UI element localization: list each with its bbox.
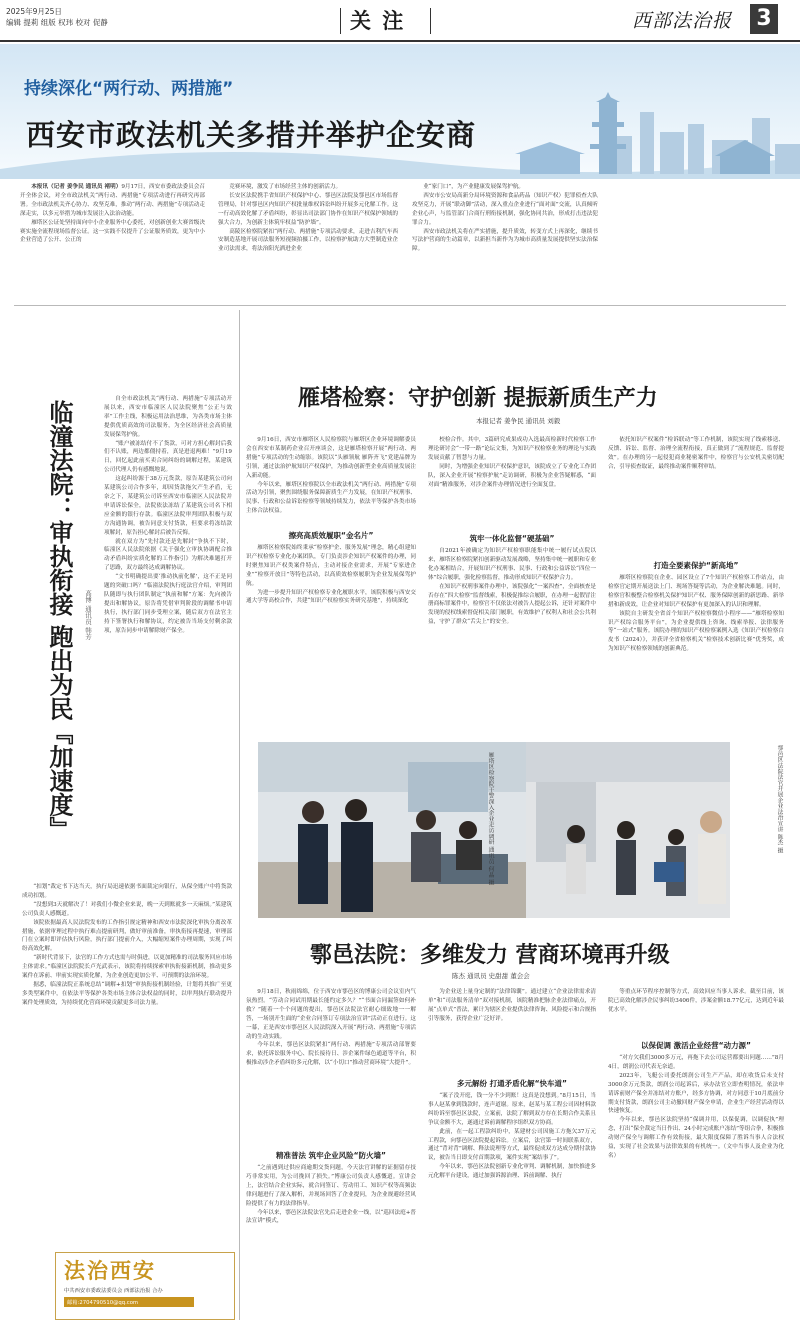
- brand-title: 法治西安: [64, 1258, 156, 1283]
- huyi-subhead-3: 以保促调 激活企业经营“动力源”: [641, 1041, 751, 1050]
- lead-column-1: [20, 183, 205, 300]
- lead-paragraph: 9月17日，西安市委政法委员会召开全体会议，对全市政法机关“两行动、两措施”专项活动进行再研究再部署。全市政法机关齐心协力、攻坚克难，推动“两行动、两措施”专项活动走深走实，以多元举措为城市发展注入法治动能。: [20, 184, 205, 217]
- lead-paragraph: 高陵区检察院紧扣“两行动、两措施”专项活动要求，走进吉利汽车西安制造基地开展司法服务短视频拍摄工作，以检察护航助力大型制造业企业司法需求，将法治阳光洒进企业: [218, 228, 398, 253]
- yanta-paragraph: 雁塔区检察院始终秉承“检察护企、服务发展”理念，精心组建知识产权检察专业化办案团队，专门负责涉企知识产权案件的办理，同时聚焦知识产权类案件特点，主动对接企业需求，开展“专家进企业”“检察开放日”等特色活动，以高质效检察履职为企业发展保驾护航。: [246, 545, 416, 587]
- lintong-headline-main: 临潼法院：审执衔接 跑出为民: [45, 400, 74, 721]
- lintong-column-top: [104, 395, 232, 880]
- yanta-subhead-2: 筑牢一体化监督“硬基础”: [469, 534, 555, 543]
- page-number: 3: [750, 4, 778, 34]
- city-skyline-illustration: [0, 44, 800, 179]
- banner-headline: 西安市政法机关多措并举护企安商: [26, 118, 477, 152]
- yanta-column-3: [608, 436, 784, 544]
- huyi-paragraph: 今年以来，鄠邑区法院创新专业化审判、调解机制，加快推进多元化解平台建设，通过加强诉源治理、诉前调解、执行: [428, 1164, 596, 1180]
- lintong-paragraph: “账户被冻结付不了货款，可对方担心解封后我们不认账，两边都僵持着，真是进退两难！”9月19日，回忆起此前买卖合同纠纷的调解过程，某建筑公司代理人仍有感慨地说。: [104, 440, 232, 474]
- yanta-column-3b: [608, 574, 784, 734]
- lintong-paragraph: “扣划”裁定书下达当天，执行局迅速依据书面裁定向银行，从保全账户中将货款成功扣划。: [22, 884, 232, 899]
- huyi-paragraph: 9月18日，秋雨绵绵，位于西安市鄠邑区的博康公司会议室内气氛热烈。“劳动合同试用期最长能约定多久？”“书面合同漏签如何补救？”随着一个个问题的提出，鄠邑区法院法官耐心细致地一一解答，一场别开生面的“企业合同签订专项法治宣讲”活动正在进行。这一幕，正是西安市鄠邑区人民法院深入开展“两行动、两措施”专项活动的生动实践。: [246, 989, 416, 1040]
- lecture-scene-illustration: [526, 742, 730, 918]
- huyi-column-3b: [608, 1054, 784, 1324]
- yanta-paragraph: 同时，为增强企业知识产权保护意识，该院成立了专业化工作团队，深入企业开展“检察护航”走访调研，积极为企业答疑解惑，“面对面”精准服务，对涉企案件办理情况进行全面复盘。: [428, 463, 596, 488]
- lead-bottom-rule: [14, 305, 786, 306]
- lead-paragraph: 西安市公安局高新分局环境资源和食品药品（知识产权）犯罪侦查大队攻坚克力，开展“联动御”活动，深入重点企业进行“面对面”交流，认真倾听企业心声，与监管部门合商行刑衔接机制，强化协同共治，形成打击违法犯罪合力。: [412, 192, 598, 226]
- huyi-paragraph: 等重点环节程序控制等方式，高效回应当事人诉求。截至目前，该院已高效化解涉企民事纠纷3406件，涉案金额18.77亿元，达到近年最优水平。: [608, 989, 784, 1013]
- huyi-paragraph: “案子没开庭，钱一分不少到账！这真是没想到。”8月15日，当事人赵某拿到钱款时，连声道谢。原来，赵某与某工程公司因材料款纠纷诉至鄠邑区法院，立案前，法院了解到双方存在长期合作关系且争议金额不大，遂通过诉前调解程序组织双方协商。: [428, 1093, 596, 1126]
- yanta-subhead-3: 打造全要素保护“新高地”: [653, 561, 739, 570]
- huyi-subhead-1: 精准普法 筑牢企业风险“防火墙”: [276, 1151, 386, 1160]
- lintong-column-bottom: [22, 883, 232, 1241]
- yanta-paragraph: 在知识产权刑事案件办理中，该院强化“一案四查”，全面核查是否存在“四大检察”监督线索，积极促推综合履职，在办理一起假冒注册商标罪案件中，检察官不仅依法对被告人提起公诉，还针对案件中发现的侵权线索督促相关部门履职，有效维护了权利人和社会公共利益，守护了群众“舌尖上”的安全。: [428, 583, 596, 626]
- section-name: 关 注: [350, 9, 406, 33]
- huyi-headline: 鄠邑法院：多维发力 营商环境再升级: [310, 942, 670, 968]
- yanta-paragraph: 今年以来，雁塔区检察院以全市政法机关“两行动、两措施”专项活动为引领，聚焦围绕服务保障新质生产力发展，在知识产权刑事、民事、行政和公益诉讼检察等领域持续发力，依法平等保护各类市场主体合法权益。: [246, 481, 416, 515]
- lintong-paragraph: 就在双方为“先付款还是先解封”争执不下时，临潼区人民法院依据《关于强化立审执协调配合推动矛盾纠纷实质化解的工作指引》为解决难题打开了思路，双方最终达成调解协议。: [104, 538, 232, 572]
- huyi-paragraph: “之前遇到过供应商逾期交货问题，今天法官讲解的证据留存技巧非常实用，为公司挽回了损失。”博康公司负责人感慨道。宣讲会上，法官结合企业实际，就合同签订、劳动用工、知识产权等高频法律问题进行了深入解析，并现场回答了企业提问，为企业规避经营风险提供了有力的法律指导。: [246, 1165, 416, 1207]
- yanta-headline: 雁塔检察：守护创新 提振新质生产力: [298, 385, 658, 411]
- photo-huyi-lecture: [526, 742, 730, 918]
- brand-box: [55, 1252, 235, 1320]
- yanta-column-1b: [246, 544, 416, 734]
- huyi-paragraph: 此前，在一起工程款纠纷中，某建材公司因施工方拖欠37万元工程款，向鄠邑区法院提起诉讼。立案后，法官第一时间联系双方，通过“背对背”调解、释法说理等方式，最终促成双方达成分期付款协议，被告当日即支付首期款项，案件实现“案结事了”。: [428, 1128, 596, 1162]
- lintong-headline-quote: 『加速度』: [45, 720, 74, 841]
- masthead-rule: [0, 40, 800, 42]
- huyi-column-1b: [246, 1164, 416, 1324]
- lintong-paragraph: “没想到3天就解决了！对我们小微企业来说，晚一天到账就多一天麻烦。”某建筑公司负责人感慨道。: [22, 901, 232, 917]
- huyi-column-2b: [428, 1092, 596, 1324]
- yanta-subhead-1: 擦亮高质效履职“金名片”: [288, 531, 374, 540]
- section-left-rule: [340, 8, 341, 34]
- photo-caption-right: 鄠邑区法院法官开展企业法治宣讲 陈杰 摄: [776, 745, 782, 854]
- yanta-column-2: [428, 436, 596, 528]
- huyi-column-2: [428, 988, 596, 1068]
- lintong-paragraph: “文书明确提出要‘推动执前化解’，这不正是问题的突破口吗？”临潼法院执行庭法官介绍，审判团队随即与执行团队制定“执前和解”方案：先向被告提出和解协议，原告将凭借审判阶段的调解书申请执行，执行部门同步受理立案，随后双方在法官主持下签署执行和解协议，约定被告当场支付剩余款项，原告同步申请解除财产保全。: [104, 574, 232, 634]
- lead-paragraph: 雁塔区公证处坚持面向中小企业服务中心委托，对创新创业大赛省级决赛实施全流程现场监督公证。这一实践不仅提升了公证服务质效，更为中小企业营造了公开、公正的: [20, 219, 205, 244]
- lead-column-2: [218, 183, 398, 300]
- lintong-paragraph: 自全市政法机关“两行动、两措施”专项活动开展以来，西安市临潼区人民法院聚焦“公正与效率”工作主线，积极运用法治思维，为各类市场主体提供优质高效的司法服务，为全区经济社会高质量发展保驾护航。: [104, 396, 232, 438]
- lintong-paragraph: 这起纠纷源于38万元货款，原告某建筑公司向某建筑公司合作多年，却因货款拖欠产生矛盾，无奈之下，某建筑公司诉至西安市临潼区人民法院并申请诉讼保全，法院依法冻结了某建筑公司名下相应金额的银行存款。临潼区法院审判团队积极与双方沟通协调，被告同意支付货款，但要求将冻结款项解封，原告担心解封后被告反悔。: [104, 476, 232, 536]
- yanta-paragraph: 校检合作。其中，3篇研究成果成功入选最高检新时代检察工作理论研讨会“一带一路”论坛文集，为知识产权检察业务的理论与实践发展贡献了智慧与力量。: [428, 437, 596, 461]
- yanta-paragraph: 为进一步提升知识产权检察专业化履职水平，该院积极与西安交通大学等高校合作，共建“知识产权检察实务研究基地”，持续深化: [246, 589, 416, 605]
- lintong-paragraph: 据悉，临潼法院正系统总结“调解+扣划”审执衔接机制经验，计划将其推广至更多类型案件中，在依法平等保护各类市场主体合法权益的同时，以审判执行联动提升案件处理质效，为持续优化营商环境贡献更多司法力量。: [22, 981, 232, 1006]
- yanta-paragraph: 该院自主研发全省首个知识产权检察微信小程序——“雁塔检察知识产权综合服务平台”，为企业提供线上咨询、线索举报、法律服务等“一站式”服务。该院办理的知识产权检察案例入选《知识产权检察白皮书（2024）》，并获评全省检察机关“检察技术创新比赛”优秀奖，成为知识产权检察领域的创新典范。: [608, 610, 784, 653]
- banner-kicker: 持续深化“两行动、两措施”: [24, 79, 234, 99]
- brand-email: 邮箱:2704790510@qq.com: [64, 1297, 194, 1307]
- lintong-paragraph: “新时代背景下，法官的工作方式也需与时俱进，以更加精准的司法服务回应市场主体需求。”临潼区法院院长卢光武表示，该院将持续探索审执衔接新机制，推动更多案件在诉前、审前实现实质化解，为企业创造更加公平、可预期的法治环境。: [22, 955, 232, 980]
- yanta-column-2b: [428, 547, 596, 734]
- lead-column-3: [412, 183, 598, 300]
- lintong-paragraph: 该院依据最高人民法院发布的工作指引规定精神和西安市法院深化审执分离改革措施，依据审理过程中执行难点提前研判，做好审前准备，审执衔接再提速，审理部门在立案时即评估执行风险，执行部门提前介入，大幅缩短案件办理周期，实现了纠纷高效化解。: [22, 919, 232, 953]
- photo-caption-left: 雁塔区检察院干警深入企业走访调研 通讯员 何晶 摄: [487, 752, 493, 886]
- lintong-headline: [42, 400, 72, 840]
- yanta-column-1: [246, 436, 416, 528]
- section-right-rule: [430, 8, 431, 34]
- lead-paragraph: 西安市政法机关将在严实措施，提升质效，转变方式上再深化，继续书写法护营商的生动篇章，以新担当新作为为城市高质量发展提供坚实法治保障。: [412, 228, 598, 253]
- huyi-paragraph: “对方欠我们3000多万元，再拖下去公司运营都要出问题……”8月4日，朗润公司代表无奈道。: [608, 1055, 784, 1070]
- lead-paragraph: 竞赛环境，激发了市场经营主体的创新活力。: [229, 184, 342, 190]
- huyi-subhead-2: 多元解纷 打通矛盾化解“快车道”: [457, 1079, 567, 1088]
- lead-paragraph: 业“家门口”，为产业健康发展保驾护航。: [423, 184, 525, 190]
- huyi-paragraph: 今年以来，鄠邑区法院法官先后走进企业一线，以“巡回法庭+普法宣讲”模式，: [246, 1209, 416, 1225]
- yanta-byline: 本报记者 姜争民 通讯员 刘毅: [476, 417, 561, 425]
- banner-background: [0, 44, 800, 179]
- lead-paragraph: 长安区法院携手省知识产权保护中心、鄠邑区法院及鄠邑区市场监督管理局，针对鄠邑区内知识产权批量维权诉讼纠纷开展多元化解工作。这一行动高效化解了矛盾纠纷，彰显出司法部门协作在知识产权保护领域的强大合力，为创新主体筑牢权益“防护墙”。: [218, 192, 398, 226]
- vertical-divider: [239, 310, 240, 1320]
- huyi-byline: 陈杰 通讯员 史甜甜 董会会: [452, 972, 530, 980]
- huyi-column-1: [246, 988, 416, 1146]
- huyi-paragraph: 为企业送上量身定制的“法律锦囊”。通过建立“企业法律需求清单”和“司法服务清单”双对接机制，该院精准把脉企业法律痛点，开展“点单式”普法，累计为辖区企业提供法律咨询、风险提示和合规指引等服务，获得企业广泛好评。: [428, 989, 596, 1022]
- issue-date: 2025年9月25日: [6, 7, 62, 16]
- lintong-byline: 高博 通讯员 韩芳: [84, 590, 92, 640]
- yanta-paragraph: 9月16日，西安市雁塔区人民检察院与雁塔区企业环境调解委员会在西安市某制药企业召开座谈会，这是雁塔检察开展“两行动、两措施”专项活动的生动缩影。该院以“头雁领航 雁阵齐飞”党建品牌为引领，通过法治护航知识产权保护，为推动创新型企业高质量发展注入新动能。: [246, 437, 416, 479]
- yanta-paragraph: 雁塔区检察院在企业、园区设立了7个知识产权检察工作站点，由检察官定期开展送法上门、现场答疑等活动，为企业解决难题。同时，检察官积极整合检察机关保护知识产权、服务保障创新的新思路、新举措和新成效，让企业对知识产权保护有更加深入的认识和理解。: [608, 575, 784, 608]
- paper-logo: 西部法治报: [632, 10, 733, 32]
- yanta-paragraph: 自2021年被确定为知识产权检察职能集中统一履行试点院以来，雁塔区检察院紧扣创新驱动发展战略，坚持集中统一履职和专业化办案相结合，开展知识产权刑事、民事、行政和公益诉讼“四位一体”综合履职，强化检察监督，推动形成知识产权保护合力。: [428, 548, 596, 581]
- huyi-paragraph: 今年以来，鄠邑区法院紧扣“两行动、两措施”专项活动部署要求，依托诉讼服务中心、院长接待日、涉企案件绿色通道等平台，积极推动涉企矛盾纠纷多元化解，以“小切口”推动营商环境“大提升”。: [246, 1042, 416, 1067]
- yanta-paragraph: 依托知识产权案件“检诉联动”等工作机制，该院实现了线索移送、反馈、诉讼、监督、治理全流程衔接，真正做到了“流程规范、监督提效”。在办理的另一起侵犯商业秘密案件中，检察官与公安机关密切配合，引导侦查取证，最终推动案件顺利审结。: [608, 437, 784, 470]
- lead-byline: 本报讯（记者 姜争民 通讯员 褚明）: [31, 184, 122, 190]
- huyi-paragraph: 2023年，飞艇公司委托朗润公司生产产品，却在收货后未支付3000余万元货款，朗润公司起诉后，承办法官立即查明情况，依法申请诉前财产保全并冻结对方账户，经多方协调，对方同意于10月底前分期支付货款，朗润公司主动撤回财产保全申请，企业生产经营活动得以快速恢复。: [608, 1072, 784, 1115]
- huyi-paragraph: 今年以来，鄠邑区法院坚持“保调并用，以保促调，以调促执”理念，打出“保全裁定当日作出、24小时完成账户冻结”等组合拳，积极推动财产保全与调解工作有效衔接，最大限度保障了胜诉当事人合法权益，实现了社会效果与法律效果的有机统一。（文中当事人及企业为化名）: [608, 1117, 784, 1159]
- brand-sponsors: 中共西安市委政法委员会 西部法治报 合办: [64, 1288, 163, 1294]
- huyi-column-3: [608, 988, 784, 1036]
- staff-credits: 编辑 提莉 组版 权玮 校对 促静: [6, 18, 108, 27]
